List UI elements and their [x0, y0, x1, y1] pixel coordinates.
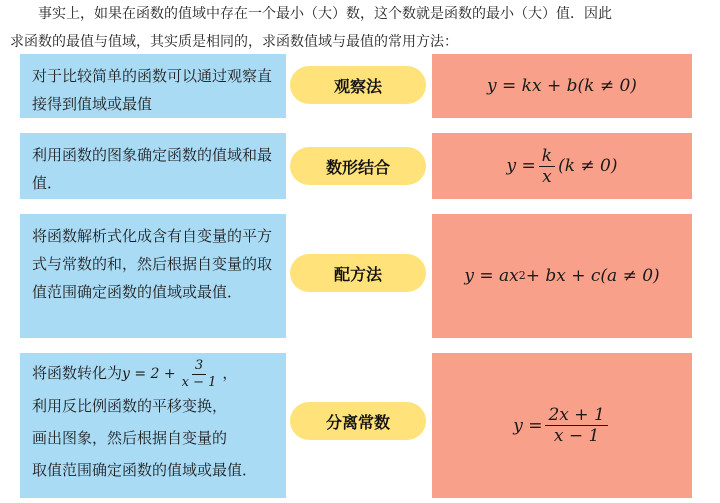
formula-prefix: y =	[513, 415, 543, 436]
method-description: 对于比较简单的函数可以通过观察直接得到值域或最值	[20, 54, 286, 118]
description-line-3: 画出图象，然后根据自变量的	[32, 429, 228, 447]
method-name: 数形结合	[290, 147, 426, 185]
description-suffix: ，	[222, 364, 238, 382]
fraction-denominator: x	[542, 166, 552, 187]
method-formula	[432, 353, 692, 498]
intro-paragraph	[10, 0, 710, 56]
intro-line-2: 求函数的最值与值域，其实质是相同的，求函数值域与最值的常用方法：	[10, 34, 458, 50]
method-name: 分离常数	[290, 402, 426, 440]
method-formula	[432, 54, 692, 118]
fraction-numerator: 3	[192, 359, 206, 375]
formula-text: y = kx + b(k ≠ 0)	[487, 76, 637, 96]
formula-part-a: y = ax	[464, 266, 519, 286]
method-description	[20, 353, 286, 498]
formula-suffix: (k ≠ 0)	[558, 156, 618, 176]
formula-part-b: + bx + c(a ≠ 0)	[525, 266, 660, 286]
expression-prefix: y = 2 +	[122, 366, 176, 382]
fraction-denominator: x − 1	[181, 374, 217, 390]
fraction-denominator: x − 1	[553, 426, 600, 446]
method-formula: y = ax 2 + bx + c(a ≠ 0)	[432, 214, 692, 338]
method-description: 利用函数的图象确定函数的值域和最值．	[20, 133, 286, 199]
description-line-4: 取值范围确定函数的值域或最值．	[32, 461, 258, 479]
expression-fraction	[179, 359, 220, 390]
method-name: 配方法	[290, 254, 426, 292]
formula-fraction	[545, 406, 607, 445]
method-name: 观察法	[290, 66, 426, 104]
fraction-numerator: 2x + 1	[545, 406, 607, 426]
intro-line-1: 事实上，如果在函数的值域中存在一个最小（大）数，这个数就是函数的最小（大）值．因此	[38, 6, 612, 22]
formula-prefix: y =	[506, 156, 536, 176]
formula-fraction	[539, 147, 555, 186]
description-expression	[122, 357, 222, 390]
method-description: 将函数解析式化成含有自变量的平方式与常数的和，然后根据自变量的取值范围确定函数的值域或最值．	[20, 214, 286, 338]
description-line-2: 利用反比例函数的平移变换，	[32, 397, 228, 415]
fraction-numerator: k	[539, 147, 555, 167]
description-prefix: 将函数转化为	[32, 364, 123, 382]
method-formula	[432, 133, 692, 199]
description-line-1	[32, 357, 276, 390]
